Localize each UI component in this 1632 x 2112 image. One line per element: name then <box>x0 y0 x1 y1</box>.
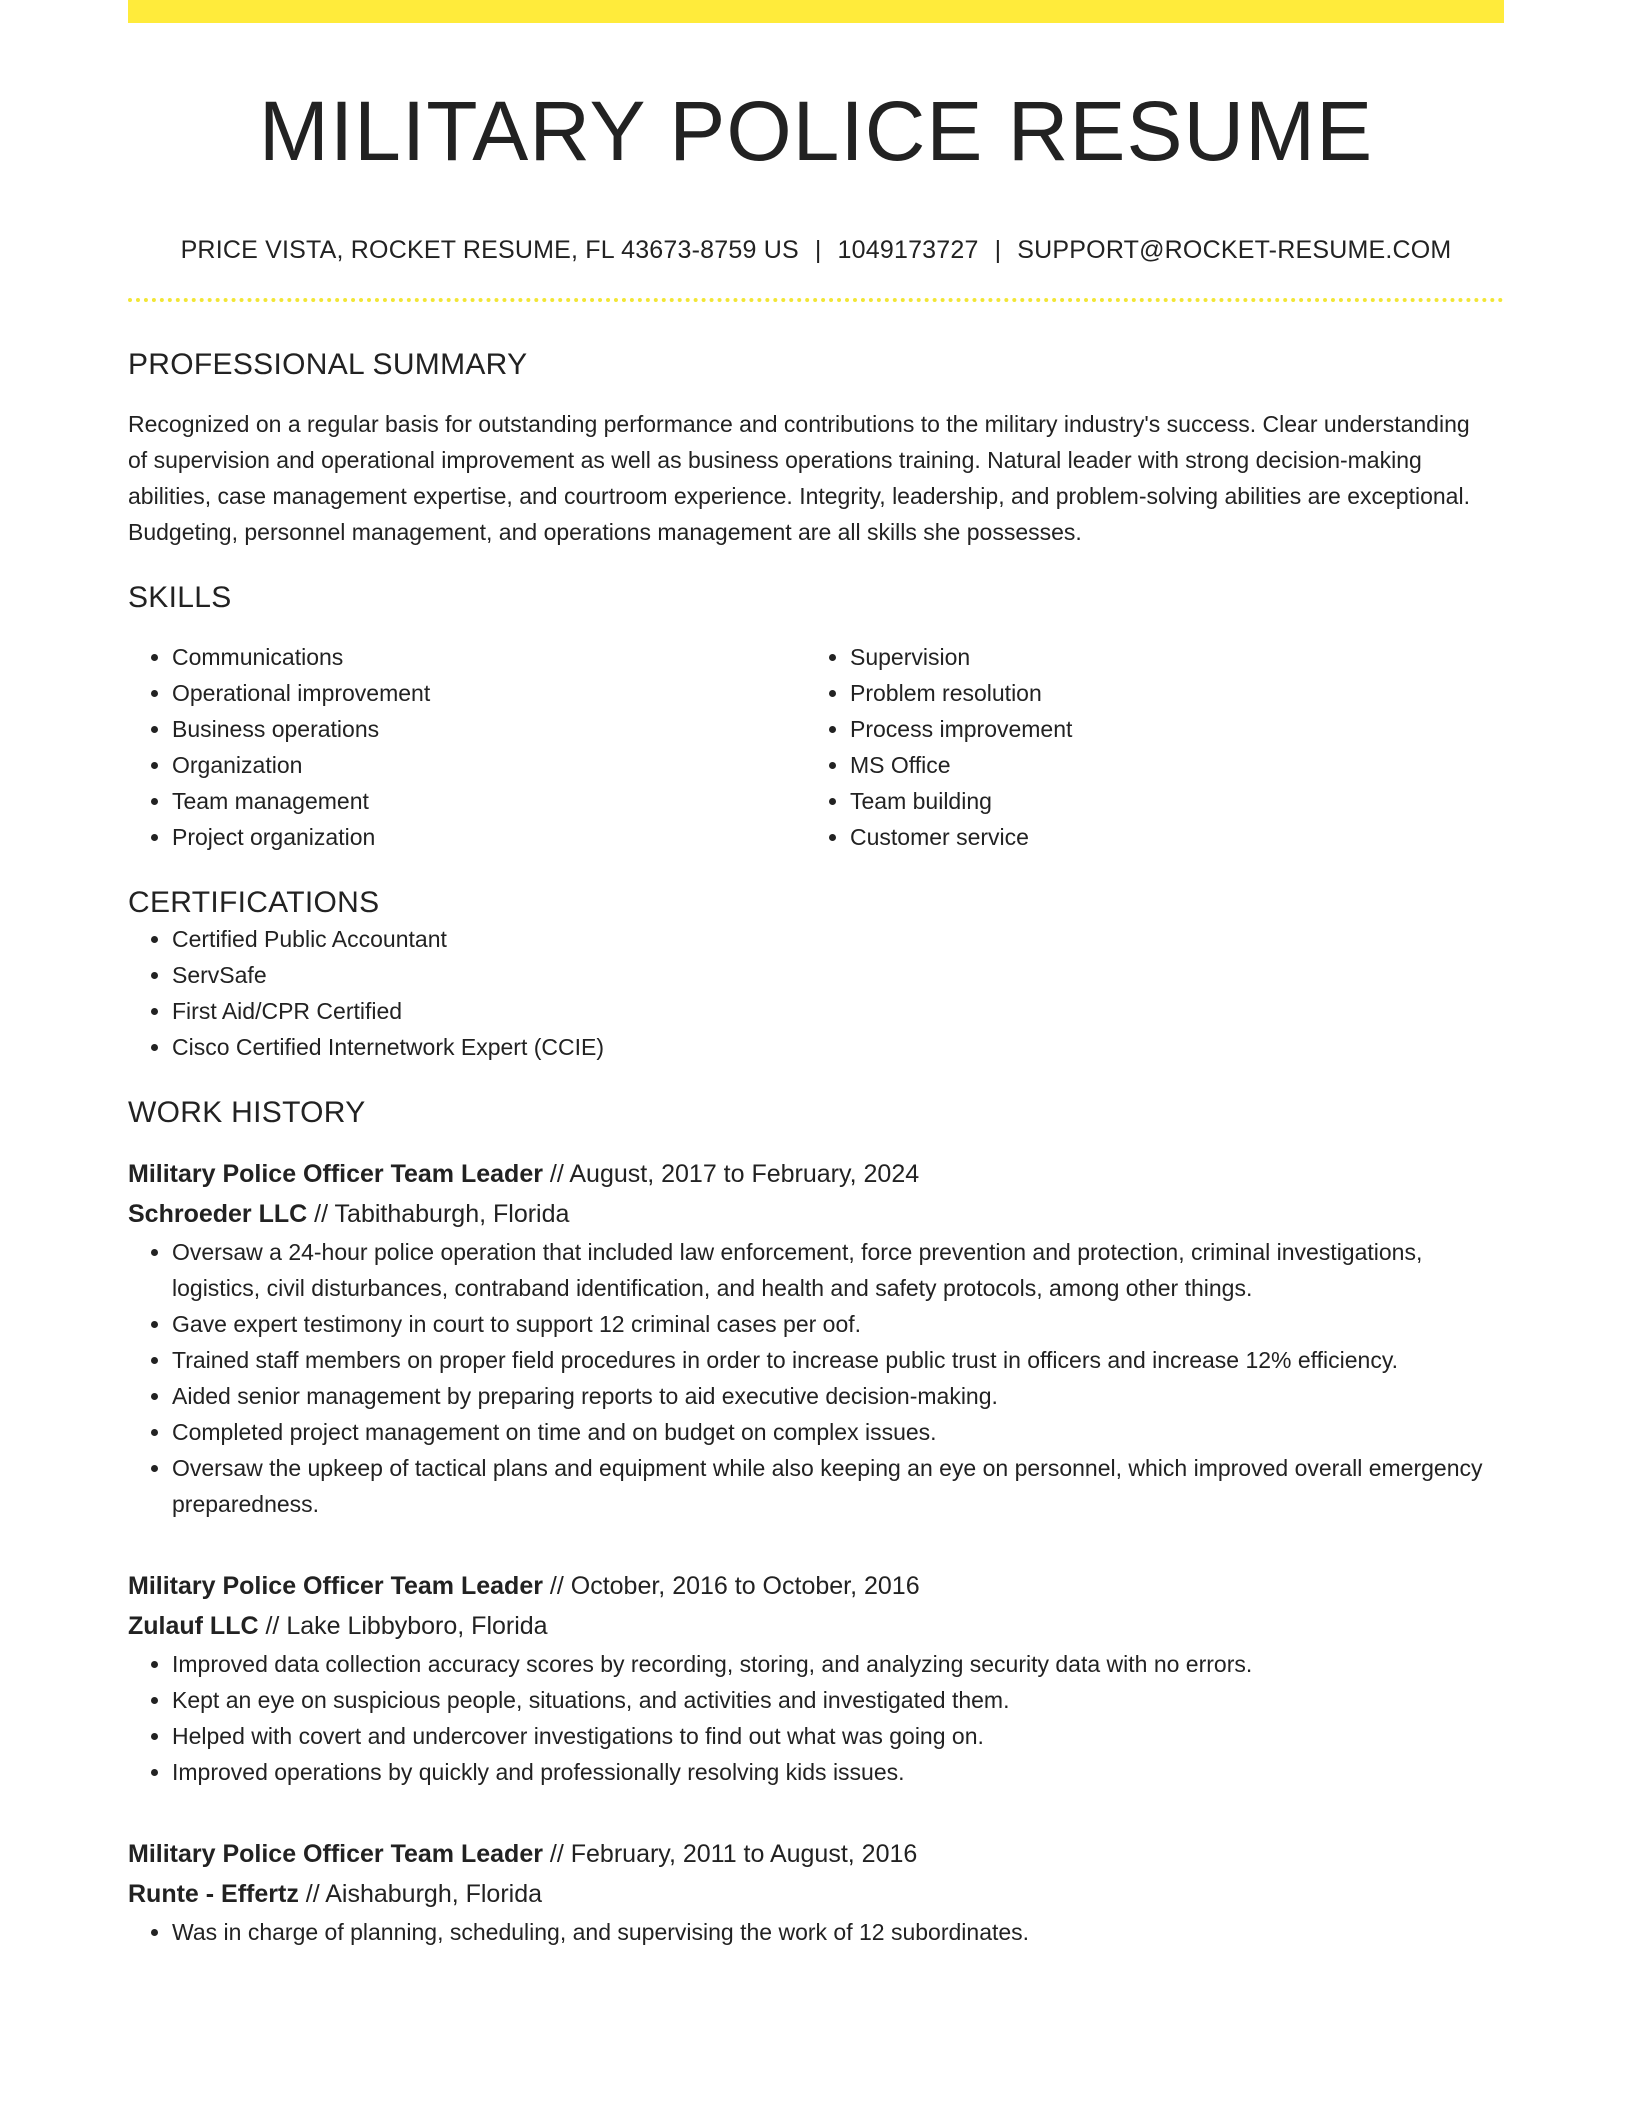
skills-heading: SKILLS <box>128 581 232 615</box>
skill-item: • Supervision <box>850 639 1484 675</box>
job-company: Schroeder LLC <box>128 1200 308 1229</box>
summary-text: Recognized on a regular basis for outstanding performance and contributions to the military industry's success. Clear understanding of supervision and operational improvement as well as business operations training. Natural leader with strong decision-making abilities, case management expertise, and courtroom experience. Integrity, leadership, and problem-solving abilities are exceptional. Budgeting, personnel management, and operations management are all skills she possesses. <box>128 411 1470 546</box>
skill-item: • Operational improvement <box>172 675 806 711</box>
skill-item: • Organization <box>172 747 806 783</box>
job-duty: • Completed project management on time and on budget on complex issues. <box>172 1414 1504 1450</box>
certification-item: • ServSafe <box>172 957 1504 993</box>
certifications-section <box>128 885 1504 1065</box>
contact-phone[interactable]: 1049173727 <box>837 236 979 265</box>
contact-separator: | <box>814 236 822 265</box>
skills-column-right <box>806 639 1484 855</box>
job-duty: • Kept an eye on suspicious people, situations, and activities and investigated them. <box>172 1682 1504 1718</box>
summary-section <box>128 347 1504 550</box>
job-dates: // February, 2011 to August, 2016 <box>549 1840 918 1869</box>
job-title: Military Police Officer Team Leader <box>128 1840 543 1869</box>
job-duties-list <box>128 1914 1504 1950</box>
job-duty: • Trained staff members on proper field procedures in order to increase public trust in officers and increase 12% efficiency. <box>172 1342 1504 1378</box>
job-duty: • Improved operations by quickly and professionally resolving kids issues. <box>172 1754 1504 1790</box>
job-dates: // October, 2016 to October, 2016 <box>549 1572 920 1601</box>
header-divider <box>128 298 1504 302</box>
job-company-line <box>128 1606 1504 1646</box>
summary-heading: PROFESSIONAL SUMMARY <box>128 348 528 382</box>
top-accent-bar <box>128 0 1504 23</box>
skills-columns <box>128 639 1504 855</box>
skill-item: • Business operations <box>172 711 806 747</box>
job-duty: • Oversaw the upkeep of tactical plans and equipment while also keeping an eye on personnel, which improved overall emergency preparedness. <box>172 1450 1504 1522</box>
job-company: Runte - Effertz <box>128 1880 299 1909</box>
job-title-line <box>128 1834 1504 1874</box>
job-title: Military Police Officer Team Leader <box>128 1572 543 1601</box>
job-duty: • Aided senior management by preparing reports to aid executive decision-making. <box>172 1378 1504 1414</box>
job-duty: • Helped with covert and undercover investigations to find out what was going on. <box>172 1718 1504 1754</box>
job-location: // Tabithaburgh, Florida <box>314 1200 570 1229</box>
skills-section <box>128 580 1504 855</box>
job-duties-list <box>128 1234 1504 1522</box>
job-title-line <box>128 1566 1504 1606</box>
job-duty: • Was in charge of planning, scheduling, and supervising the work of 12 subordinates. <box>172 1914 1504 1950</box>
skill-item: • Problem resolution <box>850 675 1484 711</box>
skill-item: • Team building <box>850 783 1484 819</box>
certifications-list <box>128 921 1504 1065</box>
skills-column-left <box>128 639 806 855</box>
certification-item: • Certified Public Accountant <box>172 921 1504 957</box>
job-dates: // August, 2017 to February, 2024 <box>549 1160 920 1189</box>
job-title: Military Police Officer Team Leader <box>128 1160 543 1189</box>
contact-separator: | <box>994 236 1002 265</box>
resume-page <box>128 0 1504 1950</box>
skill-item: • MS Office <box>850 747 1484 783</box>
job-company-line <box>128 1874 1504 1914</box>
certifications-heading: CERTIFICATIONS <box>128 886 380 920</box>
job-company-line <box>128 1194 1504 1234</box>
job-company: Zulauf LLC <box>128 1612 259 1641</box>
certification-item: • Cisco Certified Internetwork Expert (CCIE) <box>172 1029 1504 1065</box>
skill-item: • Process improvement <box>850 711 1484 747</box>
skill-item: • Communications <box>172 639 806 675</box>
job-title-line <box>128 1154 1504 1194</box>
skill-item: • Team management <box>172 783 806 819</box>
certification-item: • First Aid/CPR Certified <box>172 993 1504 1029</box>
contact-address: PRICE VISTA, ROCKET RESUME, FL 43673-8759 US <box>180 236 799 265</box>
job-location: // Aishaburgh, Florida <box>305 1880 543 1909</box>
job-duties-list <box>128 1646 1504 1790</box>
contact-line <box>128 235 1504 265</box>
job-entry <box>128 1154 1504 1522</box>
skills-list-left <box>128 639 806 855</box>
job-duty: • Oversaw a 24-hour police operation that included law enforcement, force prevention and protection, criminal investigations, logistics, civil disturbances, contraband identification, and health and safety protocols, among other things. <box>172 1234 1504 1306</box>
job-entry <box>128 1566 1504 1790</box>
skills-list-right <box>806 639 1484 855</box>
work-history-heading: WORK HISTORY <box>128 1096 366 1130</box>
work-history-section <box>128 1095 1504 1950</box>
job-entry <box>128 1834 1504 1950</box>
job-location: // Lake Libbyboro, Florida <box>265 1612 548 1641</box>
resume-title: MILITARY POLICE RESUME <box>258 84 1374 178</box>
job-duty: • Gave expert testimony in court to support 12 criminal cases per oof. <box>172 1306 1504 1342</box>
skill-item: • Project organization <box>172 819 806 855</box>
skill-item: • Customer service <box>850 819 1484 855</box>
job-duty: • Improved data collection accuracy scores by recording, storing, and analyzing security data with no errors. <box>172 1646 1504 1682</box>
contact-email[interactable]: SUPPORT@ROCKET-RESUME.COM <box>1017 236 1452 265</box>
